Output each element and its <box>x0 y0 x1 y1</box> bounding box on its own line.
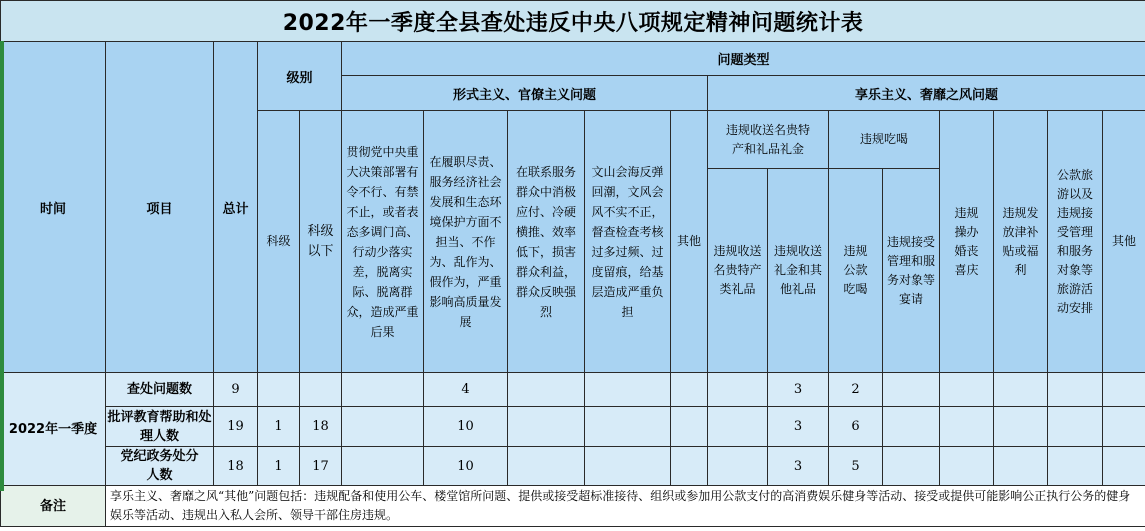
cell-f4 <box>585 373 671 407</box>
header-hedonism: 享乐主义、奢靡之风问题 <box>708 76 1145 111</box>
cell-h5 <box>1048 407 1103 447</box>
header-level-below: 科级以下 <box>300 111 342 373</box>
cell-h6 <box>1103 373 1145 407</box>
header-formalism-2: 在履职尽责、服务经济社会发展和生态环境保护方面不担当、不作为、乱作为、假作为，严重影响高质量发展 <box>424 111 508 373</box>
cell-below: 18 <box>300 407 342 447</box>
header-formalism-3: 在联系服务群众中消极应付、冷硬横推、效率低下，损害群众利益，群众反映强烈 <box>508 111 585 373</box>
header-level-ke: 科级 <box>258 111 300 373</box>
note-text: 享乐主义、奢靡之风“其他”问题包括：违规配备和使用公车、楼堂馆所问题、提供或接受超标准接待、组织或参加用公款支付的高消费娱乐健身等活动、接受或提供可能影响公正执行公务的健身娱乐等活动、违规出入私人会所、领导干部住房违规。 <box>106 486 1145 527</box>
header-time: 时间 <box>1 42 106 373</box>
cell-below <box>300 373 342 407</box>
cell-f5 <box>671 373 708 407</box>
header-problem-type: 问题类型 <box>342 42 1145 76</box>
cell-total: 18 <box>214 447 258 486</box>
header-dine-group: 违规吃喝 <box>829 111 940 169</box>
cell-gift2: 3 <box>768 407 829 447</box>
header-total: 总计 <box>214 42 258 373</box>
page-title: 2022年一季度全县查处违反中央八项规定精神问题统计表 <box>1 1 1145 42</box>
cell-f1 <box>342 447 424 486</box>
cell-h3 <box>940 447 994 486</box>
header-weddings: 违规操办婚丧喜庆 <box>940 111 994 373</box>
cell-dine1: 2 <box>829 373 883 407</box>
cell-below: 17 <box>300 447 342 486</box>
header-formalism: 形式主义、官僚主义问题 <box>342 76 708 111</box>
cell-h3 <box>940 407 994 447</box>
cell-f4 <box>585 407 671 447</box>
cell-total: 19 <box>214 407 258 447</box>
cell-dine1: 6 <box>829 407 883 447</box>
cell-h4 <box>994 373 1048 407</box>
cell-dine2 <box>883 407 940 447</box>
cell-gift1 <box>708 373 768 407</box>
cell-ke: 1 <box>258 407 300 447</box>
header-allowance: 违规发放津补贴或福利 <box>994 111 1048 373</box>
cell-f5 <box>671 447 708 486</box>
cell-ke: 1 <box>258 447 300 486</box>
header-gift-1: 违规收送名贵特产类礼品 <box>708 169 768 373</box>
header-level: 级别 <box>258 42 342 111</box>
note-label: 备注 <box>1 486 106 527</box>
header-gift-group: 违规收送名贵特产和礼品礼金 <box>708 111 829 169</box>
row-label: 批评教育帮助和处理人数 <box>106 407 214 447</box>
header-item: 项目 <box>106 42 214 373</box>
sidebar-accent <box>0 41 4 491</box>
cell-gift2: 3 <box>768 373 829 407</box>
cell-f1 <box>342 373 424 407</box>
header-formalism-other: 其他 <box>671 111 708 373</box>
period-label: 2022年一季度 <box>1 373 106 486</box>
header-hedonism-other: 其他 <box>1103 111 1145 373</box>
cell-total: 9 <box>214 373 258 407</box>
cell-f2: 10 <box>424 407 508 447</box>
cell-dine2 <box>883 447 940 486</box>
cell-h3 <box>940 373 994 407</box>
row-label: 查处问题数 <box>106 373 214 407</box>
cell-gift1 <box>708 447 768 486</box>
cell-h4 <box>994 407 1048 447</box>
cell-f3 <box>508 407 585 447</box>
row-label: 党纪政务处分人数 <box>106 447 214 486</box>
header-formalism-1: 贯彻党中央重大决策部署有令不行、有禁不止，或者表态多调门高、行动少落实差，脱离实际、脱离群众，造成严重后果 <box>342 111 424 373</box>
header-dine-1: 违规公款吃喝 <box>829 169 883 373</box>
cell-gift1 <box>708 407 768 447</box>
cell-f4 <box>585 447 671 486</box>
cell-h5 <box>1048 447 1103 486</box>
cell-h6 <box>1103 407 1145 447</box>
cell-f2: 10 <box>424 447 508 486</box>
cell-f1 <box>342 407 424 447</box>
cell-f3 <box>508 373 585 407</box>
cell-dine1: 5 <box>829 447 883 486</box>
cell-gift2: 3 <box>768 447 829 486</box>
cell-h5 <box>1048 373 1103 407</box>
header-tourism: 公款旅游以及违规接受管理和服务对象等旅游活动安排 <box>1048 111 1103 373</box>
cell-f3 <box>508 447 585 486</box>
cell-f2: 4 <box>424 373 508 407</box>
cell-h6 <box>1103 447 1145 486</box>
cell-ke <box>258 373 300 407</box>
header-formalism-4: 文山会海反弹回潮，文风会风不实不正，督查检查考核过多过频、过度留痕，给基层造成严重负担 <box>585 111 671 373</box>
cell-h4 <box>994 447 1048 486</box>
cell-dine2 <box>883 373 940 407</box>
header-dine-2: 违规接受管理和服务对象等宴请 <box>883 169 940 373</box>
header-gift-2: 违规收送礼金和其他礼品 <box>768 169 829 373</box>
cell-f5 <box>671 407 708 447</box>
